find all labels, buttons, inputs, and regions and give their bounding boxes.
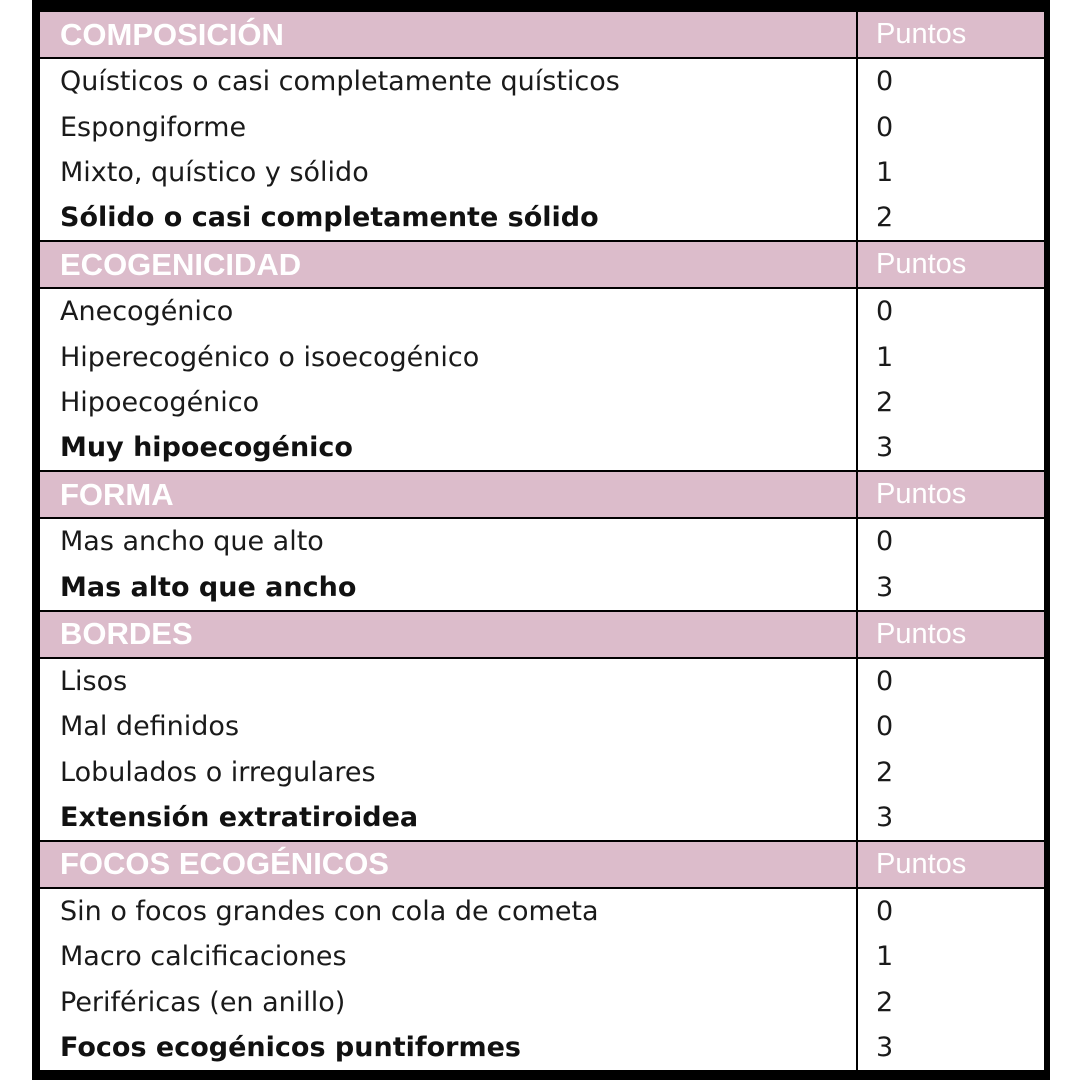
table-row <box>39 749 1045 794</box>
table-body <box>39 11 1045 1070</box>
table-row <box>39 335 1045 380</box>
section-title: FOCOS ECOGÉNICOS <box>39 841 857 888</box>
criterion-label: Sólido o casi completamente sólido <box>39 195 857 241</box>
table-row <box>39 150 1045 195</box>
criterion-points: 3 <box>857 795 1045 841</box>
criterion-label: Espongiforme <box>39 104 857 149</box>
section-title: BORDES <box>39 611 857 658</box>
criterion-label: Anecogénico <box>39 288 857 334</box>
table-row <box>39 380 1045 425</box>
criterion-points: 0 <box>857 518 1045 564</box>
criterion-label: Extensión extratiroidea <box>39 795 857 841</box>
criterion-label: Hipoecogénico <box>39 380 857 425</box>
table-row <box>39 425 1045 471</box>
criterion-label: Macro calcificaciones <box>39 934 857 979</box>
criterion-points: 0 <box>857 888 1045 934</box>
points-column-header: Puntos <box>857 841 1045 888</box>
table-row <box>39 288 1045 334</box>
section-header-row <box>39 471 1045 518</box>
criterion-points: 0 <box>857 658 1045 704</box>
points-column-header: Puntos <box>857 241 1045 288</box>
criterion-points: 1 <box>857 335 1045 380</box>
criterion-points: 2 <box>857 979 1045 1024</box>
section-header-row <box>39 611 1045 658</box>
table-row <box>39 704 1045 749</box>
table-row <box>39 1025 1045 1070</box>
criterion-label: Muy hipoecogénico <box>39 425 857 471</box>
criterion-points: 3 <box>857 1025 1045 1070</box>
criterion-label: Periféricas (en anillo) <box>39 979 857 1024</box>
criterion-label: Hiperecogénico o isoecogénico <box>39 335 857 380</box>
criterion-label: Lisos <box>39 658 857 704</box>
criterion-points: 1 <box>857 934 1045 979</box>
criterion-points: 2 <box>857 380 1045 425</box>
criterion-label: Sin o focos grandes con cola de cometa <box>39 888 857 934</box>
table-row <box>39 58 1045 104</box>
section-title: ECOGENICIDAD <box>39 241 857 288</box>
table-row <box>39 934 1045 979</box>
table-frame <box>32 0 1050 1080</box>
section-title: FORMA <box>39 471 857 518</box>
table-row <box>39 195 1045 241</box>
criterion-label: Lobulados o irregulares <box>39 749 857 794</box>
criterion-points: 2 <box>857 195 1045 241</box>
table-row <box>39 979 1045 1024</box>
section-header-row <box>39 241 1045 288</box>
criterion-points: 1 <box>857 150 1045 195</box>
criterion-label: Mal definidos <box>39 704 857 749</box>
criterion-points: 3 <box>857 565 1045 611</box>
criterion-label: Mas alto que ancho <box>39 565 857 611</box>
section-header-row <box>39 11 1045 58</box>
criterion-label: Focos ecogénicos puntiformes <box>39 1025 857 1070</box>
criterion-points: 0 <box>857 288 1045 334</box>
table-row <box>39 518 1045 564</box>
table-row <box>39 888 1045 934</box>
criterion-label: Mixto, quístico y sólido <box>39 150 857 195</box>
criterion-label: Quísticos o casi completamente quísticos <box>39 58 857 104</box>
table-row <box>39 565 1045 611</box>
table-row <box>39 658 1045 704</box>
criterion-points: 0 <box>857 704 1045 749</box>
points-column-header: Puntos <box>857 611 1045 658</box>
tirads-score-table <box>38 10 1046 1070</box>
criterion-label: Mas ancho que alto <box>39 518 857 564</box>
section-header-row <box>39 841 1045 888</box>
section-title: COMPOSICIÓN <box>39 11 857 58</box>
criterion-points: 0 <box>857 104 1045 149</box>
table-row <box>39 795 1045 841</box>
points-column-header: Puntos <box>857 11 1045 58</box>
points-column-header: Puntos <box>857 471 1045 518</box>
table-row <box>39 104 1045 149</box>
criterion-points: 2 <box>857 749 1045 794</box>
criterion-points: 0 <box>857 58 1045 104</box>
criterion-points: 3 <box>857 425 1045 471</box>
